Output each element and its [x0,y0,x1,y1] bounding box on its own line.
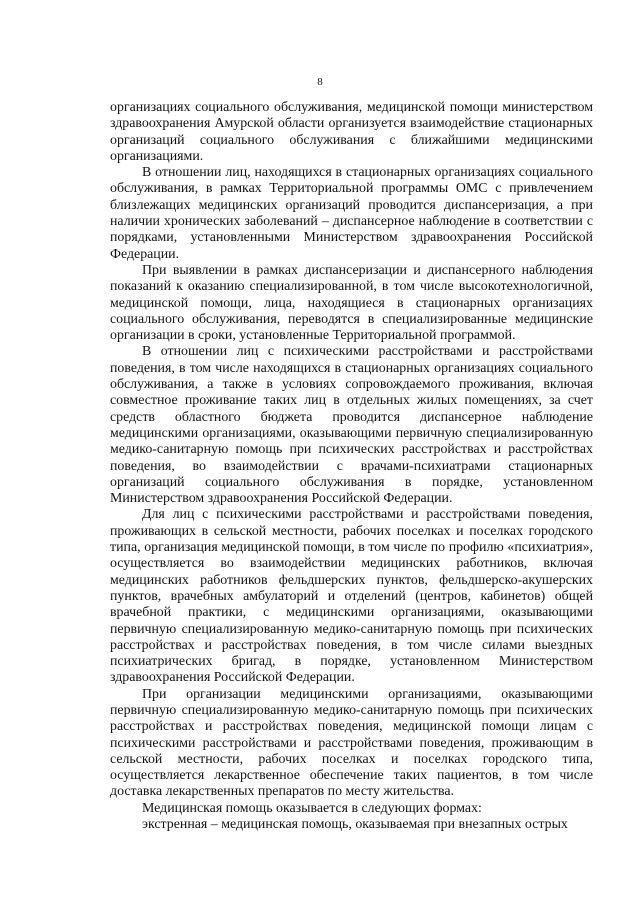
document-body [110,100,593,833]
paragraph-emergency-form: экстренная – медицинская помощь, оказываемая при внезапных острых [142,817,568,833]
paragraph-dispensary-social: В отношении лиц, находящихся в стационарных организациях социального обслуживания, в рамках Территориальной программы ОМС с привлечением близлежащих медицинских организаций проводится диспансеризация, а при наличии хронических заболеваний – диспансерное наблюдение в соответствии с порядками, установленными Министерством здравоохранения Российской Федерации. [110,165,593,262]
paragraph-drug-supply: При организации медицинскими организациями, оказывающими первичную специализированную медико-санитарную помощь при психических расстройствах и расстройствах поведения, медицинской помощи лицам с психическими расстройствами и расстройствами поведения, проживающим в сельской местности, рабочих поселках и поселках городского типа, осуществляется лекарственное обеспечение таких пациентов, в том числе доставка лекарственных препаратов по месту жительства. [110,686,593,800]
paragraph-forms-intro: Медицинская помощь оказывается в следующих формах: [142,800,482,816]
paragraph-rural-psychiatry: Для лиц с психическими расстройствами и расстройствами поведения, проживающих в сельской местности, рабочих поселках и поселках городского типа, организация медицинской помощи, в том числе по профилю «психиатрия», осуществляется во взаимодействии медицинских работников, включая медицинских работников фельдшерских пунктов, фельдшерско-акушерских пунктов, врачебных амбулаторий и отделений (центров, кабинетов) общей врачебной практики, с медицинскими организациями, оказывающими первичную специализированную медико-санитарную помощь при психических расстройствах и расстройствах поведения, в том числе силами выездных психиатрических бригад, в порядке, установленном Министерством здравоохранения Российской Федерации. [110,507,593,686]
page-number: 8 [317,76,323,88]
paragraph-mental-disorders-observation: В отношении лиц с психическими расстройствами и расстройствами поведения, в том числе находящихся в стационарных организациях социального обслуживания, а также в условиях сопровождаемого проживания, включая совместное проживание таких лиц в отдельных жилых помещениях, за счет средств областного бюджета проводится диспансерное наблюдение медицинскими организациями, оказывающими первичную специализированную медико-санитарную помощь при психических расстройствах и расстройствах поведения, во взаимодействии с врачами-психиатрами стационарных организаций социального обслуживания в порядке, установленном Министерством здравоохранения Российской Федерации. [110,344,593,507]
paragraph-specialized-transfer: При выявлении в рамках диспансеризации и диспансерного наблюдения показаний к оказанию специализированной, в том числе высокотехнологичной, медицинской помощи, лица, находящиеся в стационарных организациях социального обслуживания, переводятся в специализированные медицинские организации в сроки, установленные Территориальной программой. [110,262,593,344]
paragraph-continuation: организациях социального обслуживания, медицинской помощи министерством здравоохранения Амурской области организуется взаимодействие стационарных организаций социального обслуживания с ближайшими медицинскими организациями. [110,100,593,164]
